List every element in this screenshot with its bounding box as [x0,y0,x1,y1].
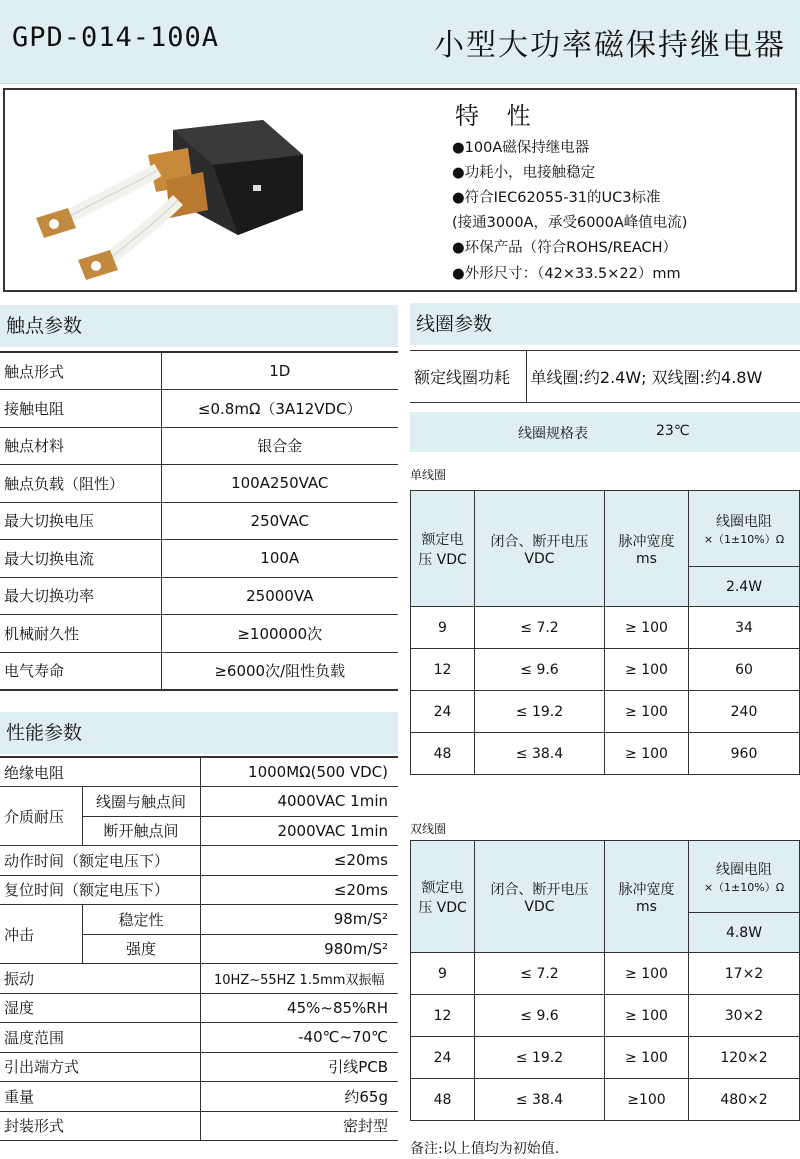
model-number: GPD-014-100A [12,22,220,53]
resistance-cell: 60 [689,649,800,691]
perf-value: 2000VAC 1min [200,816,398,846]
table-row [0,1052,398,1082]
resistance-cell: 480×2 [689,1079,800,1121]
perf-label: 封装形式 [0,1111,200,1141]
single-coil-label: 单线圈 [410,468,447,482]
footnote: 备注:以上值均为初始值. [410,1141,560,1157]
rated-voltage-cell: 12 [411,995,475,1037]
table-row [411,953,800,995]
contact-value: 100A [161,540,398,578]
contact-value: ≤0.8mΩ（3A12VDC） [161,390,398,428]
contact-label: 电气寿命 [0,652,161,690]
perf-label: 重量 [0,1082,200,1112]
perf-label: 温度范围 [0,1023,200,1053]
table-row [411,1079,800,1121]
perf-value: 1000MΩ(500 VDC) [200,757,398,787]
resistance-cell: 960 [689,733,800,775]
pulse-width-cell: ≥ 100 [605,995,689,1037]
contact-table [0,351,398,691]
contact-label: 触点材料 [0,427,161,465]
table-row [0,1082,398,1112]
table-row [0,427,398,465]
resistance-cell: 17×2 [689,953,800,995]
table-row [0,390,398,428]
pulse-width-cell: ≥ 100 [605,607,689,649]
perf-sublabel: 线圈与触点间 [82,787,200,817]
hdr-pulse-width: 脉冲宽度 ms [605,491,689,607]
switch-voltage-cell: ≤ 9.6 [475,649,605,691]
product-title: 小型大功率磁保持继电器 [434,28,786,63]
rated-voltage-cell: 48 [411,1079,475,1121]
hdr-resistance-label: 线圈电阻 [716,513,772,530]
coil-spec-title: 线圈规格表 [518,426,588,442]
hdr-switch-voltage: 闭合、断开电压 VDC [475,841,605,953]
perf-value: 4000VAC 1min [200,787,398,817]
table-row [0,502,398,540]
hdr-resistance [689,491,800,567]
features-title: 特 性 [455,102,541,130]
perf-label: 引出端方式 [0,1052,200,1082]
contact-value: 1D [161,352,398,390]
coil-power-label: 额定线圈功耗 [410,351,526,403]
switch-voltage-cell: ≤ 7.2 [475,953,605,995]
switch-voltage-cell: ≤ 7.2 [475,607,605,649]
perf-value: -40℃~70℃ [200,1023,398,1053]
table-row [0,465,398,503]
table-row [0,352,398,390]
pulse-width-cell: ≥ 100 [605,953,689,995]
hdr-resistance-tolerance: ×（1±10%）Ω [703,880,785,894]
rated-voltage-cell: 9 [411,953,475,995]
contact-value: ≥100000次 [161,615,398,653]
contact-label: 机械耐久性 [0,615,161,653]
hdr-switch-voltage: 闭合、断开电压 VDC [475,491,605,607]
table-row [0,1111,398,1141]
contact-value: 250VAC [161,502,398,540]
switch-voltage-cell: ≤ 19.2 [475,1037,605,1079]
rated-voltage-cell: 48 [411,733,475,775]
table-row [0,577,398,615]
performance-section-heading: 性能参数 [0,712,398,754]
perf-sublabel: 断开触点间 [82,816,200,846]
contact-value: 25000VA [161,577,398,615]
rated-voltage-cell: 24 [411,691,475,733]
perf-value: ≤20ms [200,846,398,876]
table-row [0,1023,398,1053]
contact-value: ≥6000次/阻性负载 [161,652,398,690]
feature-item: ●符合IEC62055-31的UC3标准 [452,190,661,206]
hdr-resistance-tolerance: ×（1±10%）Ω [703,532,785,546]
rated-voltage-cell: 24 [411,1037,475,1079]
perf-value: 980m/S² [200,934,398,964]
pulse-width-cell: ≥ 100 [605,733,689,775]
resistance-cell: 120×2 [689,1037,800,1079]
resistance-cell: 30×2 [689,995,800,1037]
hdr-power: 2.4W [689,567,800,607]
resistance-cell: 34 [689,607,800,649]
contact-label: 触点负载（阻性） [0,465,161,503]
feature-item: ●100A磁保持继电器 [452,140,590,156]
perf-sublabel: 强度 [82,934,200,964]
contact-label: 最大切换电压 [0,502,161,540]
coil-spec-title-bar [410,412,800,452]
perf-label: 绝缘电阻 [0,757,200,787]
performance-table [0,756,398,1141]
switch-voltage-cell: ≤ 38.4 [475,1079,605,1121]
perf-label: 冲击 [0,905,82,964]
coil-power-value: 单线圈:约2.4W; 双线圈:约4.8W [526,351,800,403]
coil-power-table [410,350,800,403]
switch-voltage-cell: ≤ 19.2 [475,691,605,733]
feature-item: ●环保产品（符合ROHS/REACH） [452,240,678,256]
pulse-width-cell: ≥ 100 [605,1037,689,1079]
pulse-width-cell: ≥ 100 [605,691,689,733]
table-row [411,607,800,649]
hdr-pulse-width: 脉冲宽度 ms [605,841,689,953]
perf-value: 密封型 [200,1111,398,1141]
table-row [0,615,398,653]
contact-value: 银合金 [161,427,398,465]
rated-voltage-cell: 9 [411,607,475,649]
hdr-resistance [689,841,800,913]
table-row [411,1037,800,1079]
perf-label: 振动 [0,964,200,994]
switch-voltage-cell: ≤ 38.4 [475,733,605,775]
perf-value: 10HZ~55HZ 1.5mm双振幅 [200,964,398,994]
perf-label: 介质耐压 [0,787,82,846]
hdr-rated-voltage: 额定电压 VDC [411,841,475,953]
table-row [0,652,398,690]
coil-spec-temp: 23℃ [656,423,690,439]
table-row [411,995,800,1037]
double-coil-table [410,840,800,1121]
feature-item: ●功耗小，电接触稳定 [452,165,596,181]
double-coil-label: 双线圈 [410,822,447,836]
perf-label: 动作时间（额定电压下） [0,846,200,876]
resistance-cell: 240 [689,691,800,733]
pulse-width-cell: ≥ 100 [605,649,689,691]
feature-item: (接通3000A，承受6000A峰值电流) [452,215,688,231]
table-row [0,993,398,1023]
switch-voltage-cell: ≤ 9.6 [475,995,605,1037]
hdr-resistance-label: 线圈电阻 [716,861,772,878]
perf-value: 98m/S² [200,905,398,935]
rated-voltage-cell: 12 [411,649,475,691]
contact-value: 100A250VAC [161,465,398,503]
table-row [0,540,398,578]
relay-photo [18,100,318,285]
perf-value: 引线PCB [200,1052,398,1082]
perf-label: 复位时间（额定电压下） [0,875,200,905]
table-row [411,691,800,733]
perf-sublabel: 稳定性 [82,905,200,935]
hdr-rated-voltage: 额定电压 VDC [411,491,475,607]
perf-value: ≤20ms [200,875,398,905]
table-row [411,649,800,691]
table-row [411,733,800,775]
perf-label: 湿度 [0,993,200,1023]
coil-section-heading: 线圈参数 [410,303,800,345]
hdr-power: 4.8W [689,913,800,953]
table-row [0,964,398,994]
contact-label: 触点形式 [0,352,161,390]
contact-label: 接触电阻 [0,390,161,428]
single-coil-table [410,490,800,775]
contact-label: 最大切换电流 [0,540,161,578]
pulse-width-cell: ≥100 [605,1079,689,1121]
contact-label: 最大切换功率 [0,577,161,615]
contact-section-heading: 触点参数 [0,305,398,347]
perf-value: 约65g [200,1082,398,1112]
perf-value: 45%~85%RH [200,993,398,1023]
feature-item: ●外形尺寸：（42×33.5×22）mm [452,266,681,282]
